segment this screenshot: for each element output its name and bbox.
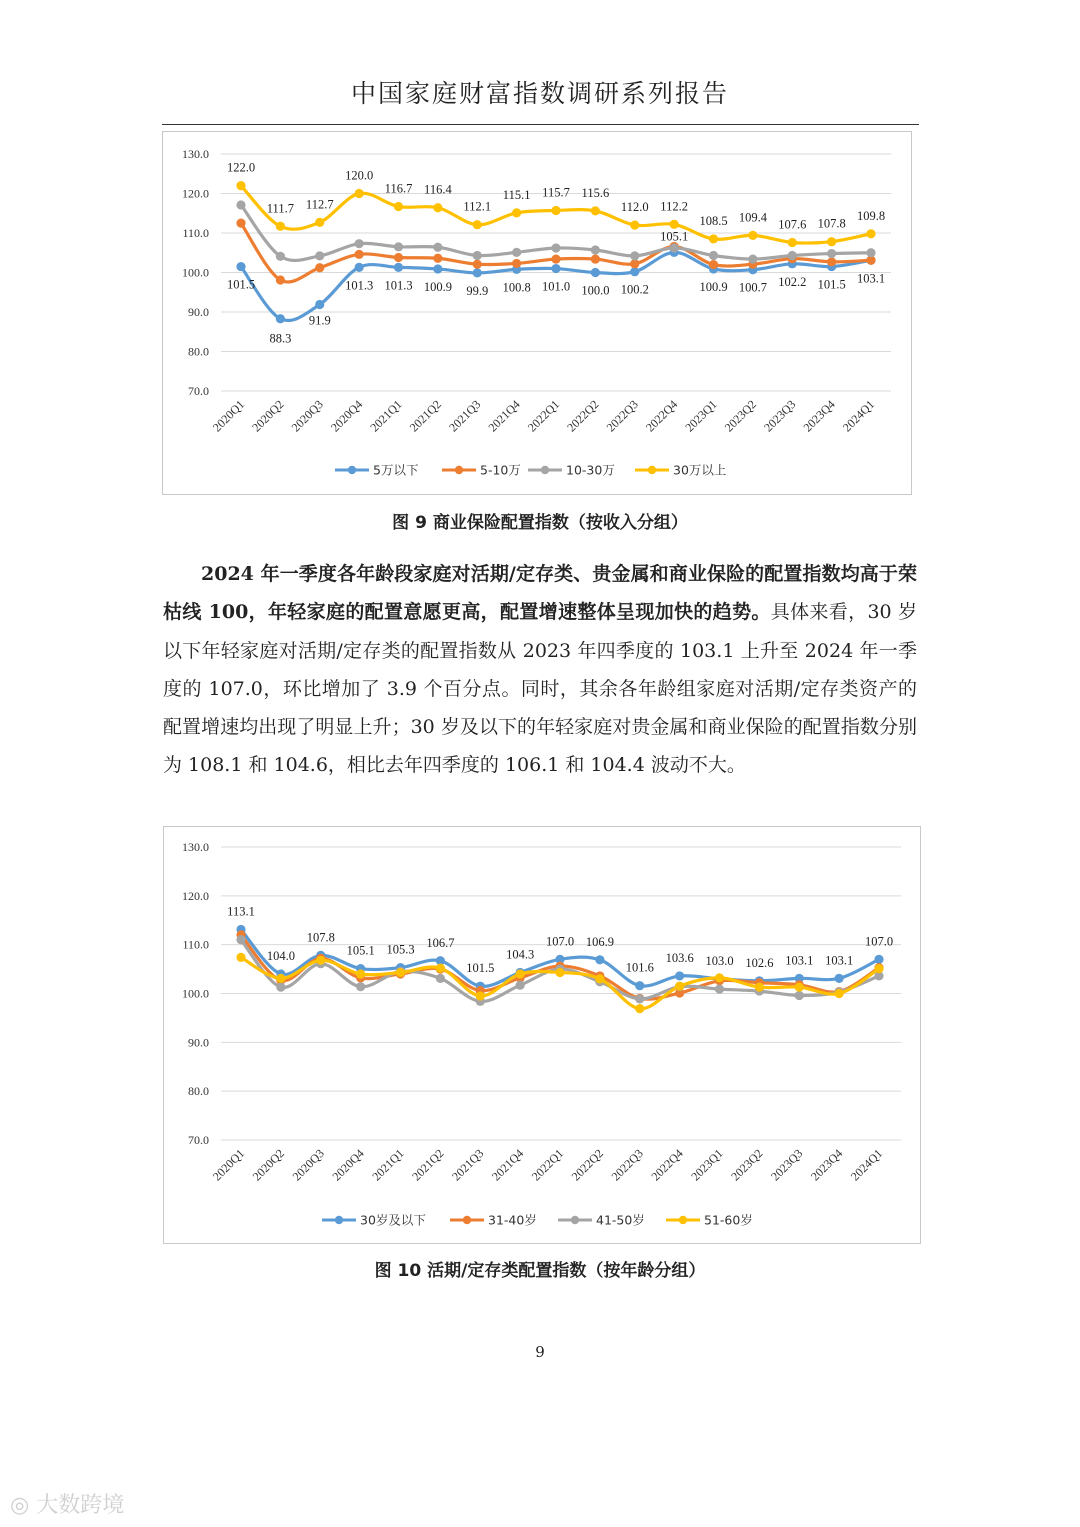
data-label: 105.1 (346, 943, 375, 958)
y-tick-label: 110.0 (182, 226, 209, 240)
data-point (709, 234, 718, 243)
data-label: 100.9 (699, 279, 728, 294)
data-point (866, 248, 875, 257)
data-point (755, 983, 764, 992)
data-point (315, 300, 324, 309)
data-point (551, 206, 560, 215)
x-tick-label: 2022Q4 (648, 1146, 686, 1184)
data-label: 101.3 (345, 278, 374, 293)
x-tick-label: 2022Q4 (643, 397, 681, 435)
x-tick-label: 2023Q1 (688, 1146, 726, 1184)
data-point (394, 263, 403, 272)
x-tick-label: 2020Q4 (328, 397, 366, 435)
x-tick-label: 2022Q2 (568, 1146, 606, 1184)
chart-2-frame (163, 826, 921, 1244)
x-tick-label: 2023Q1 (682, 397, 720, 435)
data-point (635, 994, 644, 1003)
data-label: 104.0 (266, 948, 295, 963)
data-label: 102.6 (745, 955, 774, 970)
x-tick-label: 2020Q3 (288, 397, 326, 435)
chart-1-caption: 图 9 商业保险配置指数（按收入分组） (392, 513, 688, 533)
x-tick-label: 2023Q4 (808, 1146, 846, 1184)
data-point (356, 982, 365, 991)
x-tick-label: 2021Q4 (485, 397, 523, 435)
data-label: 108.5 (699, 213, 728, 228)
data-label: 109.8 (856, 208, 886, 223)
x-tick-label: 2020Q2 (249, 397, 287, 435)
x-tick-label: 2021Q1 (367, 397, 405, 435)
data-point (866, 229, 875, 238)
data-point (355, 250, 364, 259)
data-label: 101.5 (466, 961, 495, 976)
data-point (433, 264, 442, 273)
data-label: 107.0 (545, 934, 575, 949)
data-point (276, 222, 285, 231)
data-point (516, 981, 525, 990)
report-header: 中国家庭财富指数调研系列报告 (350, 79, 729, 108)
data-point (355, 263, 364, 272)
x-tick-label: 2024Q1 (847, 1146, 886, 1184)
data-point (874, 964, 883, 973)
legend-marker-2 (541, 466, 549, 474)
data-label: 103.6 (665, 950, 694, 965)
data-point (236, 181, 245, 190)
data-point (476, 991, 485, 1000)
data-point (473, 260, 482, 269)
legend-label-2: 10-30万 (566, 462, 615, 478)
data-label: 105.3 (386, 942, 415, 957)
data-label: 115.7 (542, 185, 570, 200)
data-label: 111.7 (266, 201, 294, 216)
data-point (788, 238, 797, 247)
data-point (315, 218, 324, 227)
chart-1-svg (163, 132, 911, 494)
data-label: 122.0 (226, 160, 256, 175)
page-number: 9 (535, 1343, 545, 1361)
x-tick-label: 2021Q2 (409, 1146, 447, 1184)
y-tick-label: 70.0 (188, 1133, 209, 1147)
data-point (635, 981, 644, 990)
data-label: 112.2 (660, 199, 688, 214)
data-label: 103.0 (705, 953, 734, 968)
data-label: 100.8 (502, 280, 531, 295)
data-point (355, 189, 364, 198)
data-label: 105.1 (660, 229, 689, 244)
data-point (473, 220, 482, 229)
data-point (433, 203, 442, 212)
data-point (670, 243, 679, 252)
chart-2-caption: 图 10 活期/定存类配置指数（按年龄分组） (374, 1261, 706, 1281)
data-point (591, 268, 600, 277)
data-label: 103.1 (825, 953, 854, 968)
legend-label-2: 41-50岁 (596, 1212, 645, 1228)
data-label: 101.0 (541, 279, 571, 294)
data-label: 112.0 (620, 200, 649, 215)
data-point (276, 974, 285, 983)
x-tick-label: 2020Q1 (209, 1146, 248, 1184)
data-point (630, 259, 639, 268)
data-point (874, 955, 883, 964)
data-label: 102.2 (778, 274, 807, 289)
y-tick-label: 130.0 (182, 147, 209, 161)
legend-marker-3 (679, 1216, 687, 1224)
data-label: 100.9 (423, 279, 452, 294)
data-label: 120.0 (345, 168, 374, 183)
data-point (315, 263, 324, 272)
data-label: 101.3 (384, 278, 413, 293)
x-tick-label: 2020Q1 (209, 397, 248, 435)
data-point (670, 220, 679, 229)
data-point (827, 249, 836, 258)
data-point (788, 251, 797, 260)
data-point (748, 231, 757, 240)
legend-label-0: 5万以下 (373, 462, 419, 478)
data-point (795, 991, 804, 1000)
legend-marker-0 (348, 466, 356, 474)
data-label: 101.5 (817, 277, 846, 292)
data-point (835, 974, 844, 983)
legend-marker-0 (335, 1216, 343, 1224)
data-point (630, 267, 639, 276)
data-point (635, 1004, 644, 1013)
data-label: 115.1 (502, 187, 531, 202)
data-point (591, 245, 600, 254)
data-label: 106.7 (426, 935, 455, 950)
header-rule (162, 124, 919, 125)
data-point (675, 971, 684, 980)
y-tick-label: 120.0 (182, 186, 209, 201)
watermark (10, 1488, 124, 1519)
legend-marker-3 (648, 466, 656, 474)
x-tick-label: 2022Q3 (608, 1146, 646, 1184)
data-point (316, 956, 325, 965)
data-point (236, 262, 245, 271)
data-label: 100.7 (738, 280, 767, 295)
data-point (827, 237, 836, 246)
data-label: 91.9 (308, 313, 331, 328)
data-point (835, 989, 844, 998)
data-label: 88.3 (269, 331, 292, 346)
data-label: 107.0 (864, 934, 894, 949)
y-tick-label: 130.0 (182, 840, 209, 854)
x-tick-label: 2023Q3 (768, 1146, 806, 1184)
y-tick-label: 90.0 (188, 1035, 209, 1050)
data-label: 113.1 (227, 904, 255, 919)
x-tick-label: 2021Q2 (406, 397, 444, 435)
data-point (473, 251, 482, 260)
data-label: 107.8 (817, 216, 846, 231)
x-tick-label: 2021Q3 (446, 397, 484, 435)
data-point (512, 208, 521, 217)
legend-marker-1 (455, 466, 463, 474)
data-point (630, 221, 639, 230)
data-point (276, 983, 285, 992)
data-label: 106.9 (585, 934, 614, 949)
data-point (394, 242, 403, 251)
data-label: 101.5 (226, 277, 256, 292)
data-point (315, 251, 324, 260)
legend-label-3: 51-60岁 (704, 1212, 753, 1228)
data-label: 99.9 (466, 283, 489, 298)
data-point (356, 969, 365, 978)
paragraph-bold: 2024 年一季度各年龄段家庭对活期/定存类、贵金属和商业保险的配置指数均高于荣枯线 100，年轻家庭的配置意愿更高，配置增速整体呈现加快的趋势。 (163, 563, 917, 624)
y-tick-label: 110.0 (182, 937, 209, 952)
data-point (551, 254, 560, 263)
y-tick-label: 90.0 (188, 305, 209, 319)
x-tick-label: 2022Q1 (528, 1146, 567, 1184)
legend-label-3: 30万以上 (673, 462, 727, 478)
data-point (595, 974, 604, 983)
data-label: 101.6 (625, 960, 654, 975)
chart-1-frame (162, 131, 912, 495)
chart-2-svg (164, 827, 920, 1243)
data-label: 107.6 (778, 217, 807, 232)
data-point (396, 968, 405, 977)
data-point (433, 254, 442, 263)
data-point (591, 254, 600, 263)
data-label: 104.3 (506, 947, 535, 962)
watermark-text: 大数跨境 (36, 1493, 125, 1518)
data-point (512, 259, 521, 268)
data-point (555, 968, 564, 977)
data-point (516, 969, 525, 978)
legend-marker-1 (463, 1216, 471, 1224)
x-tick-label: 2023Q2 (728, 1146, 766, 1184)
legend-label-1: 31-40岁 (488, 1212, 537, 1228)
data-point (709, 260, 718, 269)
data-point (630, 251, 639, 260)
y-tick-label: 80.0 (188, 344, 209, 359)
data-point (276, 252, 285, 261)
data-point (433, 243, 442, 252)
data-point (276, 275, 285, 284)
data-label: 103.1 (785, 953, 814, 968)
data-label: 112.7 (305, 197, 334, 212)
data-point (709, 251, 718, 260)
data-point (236, 935, 245, 944)
data-label: 115.6 (581, 185, 610, 200)
data-point (276, 314, 285, 323)
data-point (512, 248, 521, 257)
data-point (551, 243, 560, 252)
x-tick-label: 2021Q1 (369, 1146, 407, 1184)
data-point (715, 973, 724, 982)
watermark-logo-icon: ◎ (10, 1493, 37, 1518)
y-tick-label: 100.0 (182, 265, 209, 280)
x-tick-label: 2020Q3 (289, 1146, 327, 1184)
legend-label-0: 30岁及以下 (360, 1212, 426, 1228)
data-point (827, 257, 836, 266)
data-point (236, 200, 245, 209)
y-tick-label: 100.0 (182, 986, 209, 1001)
data-point (473, 268, 482, 277)
data-point (795, 983, 804, 992)
legend-label-1: 5-10万 (480, 462, 521, 478)
data-point (394, 253, 403, 262)
data-point (236, 953, 245, 962)
data-point (436, 974, 445, 983)
data-point (236, 219, 245, 228)
data-label: 100.0 (581, 283, 610, 298)
data-label: 109.4 (738, 210, 767, 225)
data-point (436, 964, 445, 973)
data-point (591, 206, 600, 215)
data-label: 103.1 (856, 271, 886, 286)
legend-marker-2 (571, 1216, 579, 1224)
y-tick-label: 70.0 (188, 384, 209, 398)
data-point (551, 264, 560, 273)
x-tick-label: 2022Q1 (524, 397, 563, 435)
y-tick-label: 120.0 (182, 888, 209, 903)
y-tick-label: 80.0 (188, 1084, 209, 1099)
x-tick-label: 2023Q4 (800, 397, 838, 435)
data-point (675, 982, 684, 991)
data-label: 100.2 (620, 282, 649, 297)
x-tick-label: 2022Q3 (603, 397, 641, 435)
data-label: 116.7 (384, 181, 413, 196)
data-point (715, 985, 724, 994)
x-tick-label: 2022Q2 (564, 397, 602, 435)
x-tick-label: 2024Q1 (839, 397, 878, 435)
data-label: 112.1 (463, 199, 492, 214)
data-label: 116.4 (424, 182, 452, 197)
data-point (748, 254, 757, 263)
body-paragraph (163, 555, 917, 785)
paragraph-rest: 具体来看，30 岁以下年轻家庭对活期/定存类的配置指数从 2023 年四季度的 103.1 上升至 2024 年一季度的 107.0，环比增加了 3.9 个百分点。同时，其余各年龄组家庭对活期/定存类资产的配置增速均出现了明显上升；30 岁及以下的年轻家庭对贵金属和商业保险的配置指数分别为 108.1 和 104.6，相比去年四季度的 106.1 和 104.4 波动不大。 (163, 601, 917, 777)
data-point (595, 955, 604, 964)
data-point (394, 202, 403, 211)
x-tick-label: 2023Q2 (721, 397, 759, 435)
x-tick-label: 2021Q4 (489, 1146, 527, 1184)
data-point (355, 239, 364, 248)
data-label: 107.8 (306, 930, 335, 945)
x-tick-label: 2020Q4 (329, 1146, 367, 1184)
x-tick-label: 2021Q3 (449, 1146, 487, 1184)
x-tick-label: 2020Q2 (249, 1146, 287, 1184)
x-tick-label: 2023Q3 (761, 397, 799, 435)
